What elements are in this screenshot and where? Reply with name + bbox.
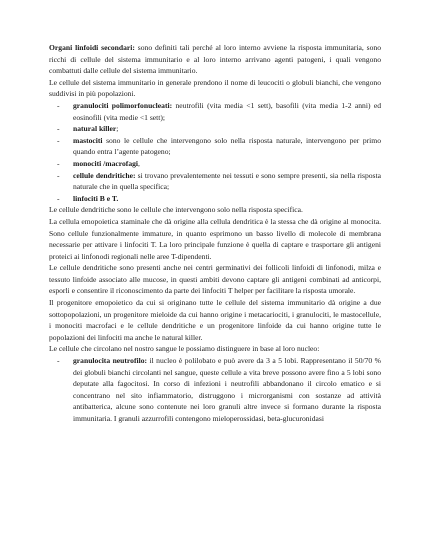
list-item-text: si trovano prevalentemente nei tessuti e sono sempre presenti, sia nella risposta naturale che in quella specifica; — [73, 170, 381, 192]
list-item-text: ; — [116, 124, 119, 134]
paragraph-centri-germinativi: Le cellule dendritiche sono presenti anche nei centri germinativi dei follicoli linfoidi di linfonodi, milza e tessuto linfoide associato alle mucose, in questi ambiti devono captare gli antigeni combinati ad anticorpi, esporli e consentire il riconoscimento da parte dei linfociti T helper per facilitare la risposta umorale. — [49, 263, 381, 296]
term-organi-linfoidi: Organi linfoidi secondari: — [49, 43, 135, 52]
list-item-text: neutrofili (vita media <1 sett), basofili (vita media 1-2 anni) ed eosinofili (vita medie <1 sett); — [73, 100, 381, 122]
document-body — [49, 42, 381, 425]
paragraph-organi-linfoidi — [49, 42, 381, 77]
list-item-term: natural killer — [73, 124, 117, 134]
list-item-text: sono le cellule che intervengono solo nella risposta naturale, intervengono per primo quando entra l’agente patogeno; — [73, 135, 381, 157]
paragraph-leucociti: Le cellule del sistema immunitario in generale prendono il nome di leucociti o globuli bianchi, che vengono suddivisi in più popolazioni. — [49, 77, 381, 99]
paragraph-dendritiche: Le cellule dendritiche sono le cellule che intervengono solo nella risposta specifica. — [49, 205, 303, 215]
cell-population-list — [49, 100, 381, 204]
list-item-text: il nucleo è polilobato e può avere da 3 a 5 lobi. Rappresentano il 50/70 % dei globuli bianchi circolanti nel sangue, queste cellule a vita breve possono avere fino a 5 lobi sono deputate alla fagocitosi. In corso di infezioni i neutrofili abbandonano il circolo ematico e si concentrano nel sito infiammatorio, distruggono i microrganismi con sostanze ad attività antibatterica, alcune sono contenute nei loro granuli altre invece si formano durante la risposta immunitaria. I granuli azzurrofili contengono mieloperossidasi, beta-glucuronidasi — [73, 356, 381, 423]
nucleus-list — [49, 355, 381, 425]
list-item — [73, 123, 381, 135]
list-item-term: granulocita neutrofilo: — [73, 356, 148, 366]
list-item-term: monociti /macrofagi — [73, 158, 139, 168]
paragraph-progenitore: Il progenitore emopoietico da cui si originano tutte le cellule del sistema immunitario dà origine a due sottopopolazioni, un progenitore mieloide da cui hanno origine i metacariociti, i granulociti, le mastocellule, i monociti macrofaci e le cellule dendritiche e un progenitore linfoide da cui hanno origine tutte le popolazioni dei linfociti ma anche le natural killer. — [49, 298, 381, 342]
list-item-text: , — [138, 158, 140, 168]
list-item — [73, 158, 381, 170]
list-item — [73, 355, 381, 425]
list-item-term: cellule dendritiche: — [73, 170, 136, 180]
list-item — [73, 193, 381, 205]
list-item-term: mastociti — [73, 135, 103, 145]
list-item-term: linfociti B e T. — [73, 193, 119, 203]
list-item-term: granulociti polimorfonucleati: — [73, 100, 173, 110]
list-item — [73, 170, 381, 193]
paragraph-emopoietica: La cellula emopoietica staminale che dà origine alla cellula dendritica è la stessa che dà origine al monocita. Sono cellule funzionalmente immature, in quanto esprimono un basso livello di molecole di membrana necessarie per attivare i linfociti T. La loro principale funzione è quella di captare e trasportare gli antigeni proteici ai linfonodi regionali nelle aree T-dipendenti. — [49, 216, 381, 261]
list-item — [73, 135, 381, 158]
list-item — [73, 100, 381, 123]
paragraph-text: sono definiti tali perché al loro interno avviene la risposta immunitaria, sono ricchi di cellule del sistema immunitario e al loro interno arrivano agenti patogeni, i quali vengono combattuti dalle cellule del sistema immunitario. — [49, 43, 381, 76]
paragraph-nucleo: Le cellule che circolano nel nostro sangue le possiamo distinguere in base al loro nucleo: — [49, 344, 320, 354]
